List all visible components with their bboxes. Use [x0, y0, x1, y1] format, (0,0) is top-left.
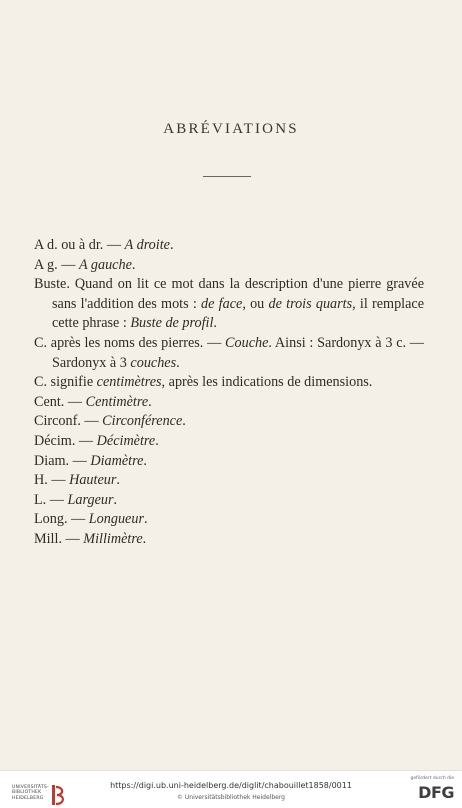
- abbreviation-entry: A d. ou à dr. — A droite.: [34, 237, 174, 253]
- abbreviation-entry: Mill. — Millimètre.: [34, 530, 147, 547]
- abbreviation-list: [34, 236, 424, 550]
- logo-text: UNIVERSITÄTS- BIBLIOTHEK HEIDELBERG: [12, 785, 49, 801]
- dfg-logo[interactable]: DFG: [418, 783, 454, 802]
- abbreviation-entry: A g. — A gauche.: [34, 256, 136, 273]
- source-url-link[interactable]: https://digi.ub.uni-heidelberg.de/diglit/chabouillet1858/0011: [110, 781, 352, 790]
- page-title: ABRÉVIATIONS: [163, 121, 299, 137]
- copyright-text: © Universitätsbibliothek Heidelberg: [176, 794, 285, 801]
- abbreviation-entry: Circonf. — Circonférence.: [34, 413, 186, 430]
- title-divider: [203, 176, 251, 177]
- abbreviation-entry: Décim. — Décimètre.: [34, 432, 159, 449]
- abbreviation-entry: Long. — Longueur.: [34, 511, 148, 528]
- abbreviation-entry: C. après les noms des pierres. — Couche. Ainsi : Sardonyx à 3 c. — Sardonyx à 3 couches.: [34, 334, 424, 371]
- abbreviation-entry: Buste. Quand on lit ce mot dans la description d'une pierre gravée sans l'addition des mots : de face, ou de trois quarts, il remplace cette phrase : Buste de profil.: [34, 276, 425, 332]
- abbreviation-entry: H. — Hauteur.: [34, 472, 120, 489]
- abbreviation-entry: C. signifie centimètres, après les indications de dimensions.: [34, 374, 373, 391]
- funded-by-text: gefördert durch die: [410, 776, 454, 781]
- viewer-footer: [0, 770, 462, 808]
- abbreviation-entry: Diam. — Diamètre.: [34, 452, 147, 469]
- abbreviation-entry: L. — Largeur.: [34, 491, 118, 508]
- abbreviation-entry: Cent. — Centimètre.: [34, 393, 152, 410]
